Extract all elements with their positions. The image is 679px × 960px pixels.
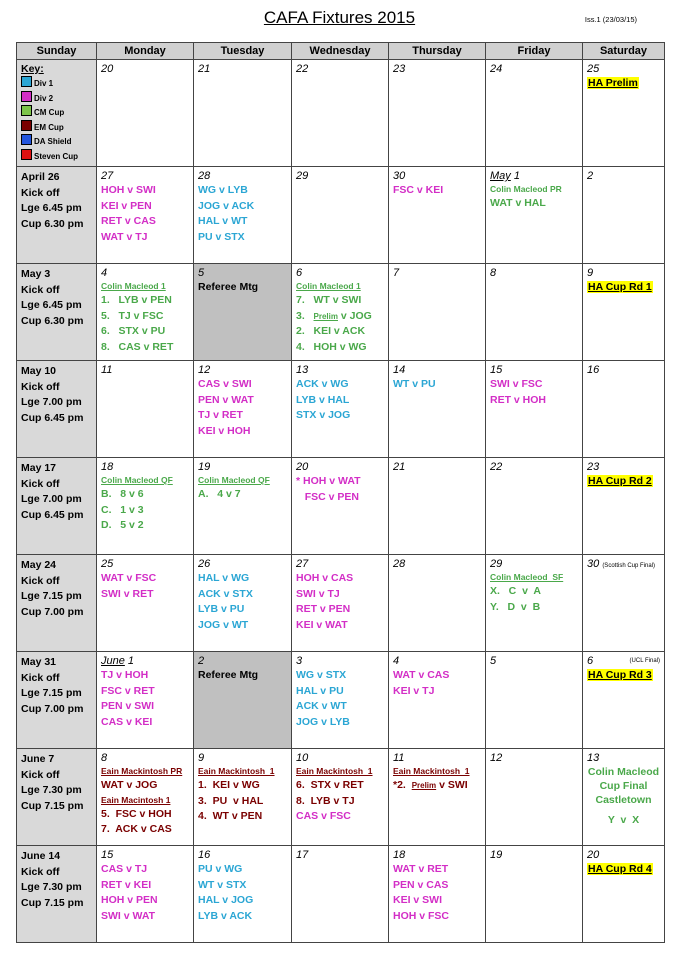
day-cell [486,749,583,846]
fixture: FSC v KEI [393,184,444,196]
fixture: WAT v JOG [101,779,158,791]
league-time: Lge 7.30 pm [21,784,82,796]
day-cell [194,361,292,458]
week-row [17,555,665,652]
fixture: WAT v TJ [101,230,148,243]
fixture: JOG v LYB [296,715,350,728]
fixture: B. 8 v 6 [101,488,144,500]
date-number: 21 [393,461,406,473]
date-number: 22 [490,461,503,473]
key-item: DA Shield [21,134,92,149]
week-date: May 3 [21,268,51,280]
date-number: 4 [101,267,108,279]
week-info [17,458,97,555]
day-cell [583,846,665,943]
ha-event: HA Cup Rd 3 [588,669,652,681]
date-number: 2 [198,655,205,667]
day-cell [194,749,292,846]
fixture: PU v STX [198,230,245,243]
week-row [17,264,665,361]
league-time: Lge 7.30 pm [21,881,82,893]
day-cell [389,458,486,555]
fixture: HAL v WT [198,215,248,227]
date-number: 13 [296,364,309,376]
day-cell [194,60,292,167]
day-cell [292,749,389,846]
day-header: Wednesday [292,43,389,60]
date-number: 5 [198,267,205,279]
date-number: 24 [490,63,503,75]
date-number: 23 [587,461,600,473]
fixture: CAS v FSC [296,810,351,822]
day-cell [583,458,665,555]
fixture: ACK v WG [296,378,349,390]
date-number: May 1 [490,170,520,182]
date-number: 18 [393,849,406,861]
day-cell [389,846,486,943]
day-cell [194,264,292,361]
date-number: 11 [393,752,405,764]
date-number: 8 [101,752,108,764]
kickoff-label: Kick off [21,574,60,587]
date-number: 20 [296,461,309,473]
fixture: ACK v STX [198,587,253,600]
cup-heading: Colin Macleod QF [198,475,270,485]
date-number: 22 [296,63,309,75]
day-cell [486,458,583,555]
day-cell [389,652,486,749]
day-cell [486,167,583,264]
date-note: (UCL Final) [629,658,660,664]
fixture: FSC v RET [101,684,155,697]
day-cell [486,555,583,652]
fixture: 3. Prelim v JOG [296,309,372,322]
fixture: STX v JOG [296,409,351,421]
day-header: Thursday [389,43,486,60]
day-cell [583,749,665,846]
day-cell [97,652,194,749]
fixture: 5. TJ v FSC [101,309,164,322]
key-item: Div 2 [21,91,92,106]
week-info [17,167,97,264]
day-cell [583,167,665,264]
fixture: *2. Prelim v SWI [393,779,468,791]
key-item: EM Cup [21,120,92,135]
fixture: 7. WT v SWI [296,294,362,306]
day-cell [486,652,583,749]
referee-meeting: Referee Mtg [198,669,259,681]
week-info [17,264,97,361]
date-number: 11 [101,364,113,376]
date-number: 18 [101,461,114,473]
fixture: HOH v FSC [393,909,450,922]
page-title: CAFA Fixtures 2015 [263,8,416,27]
date-number: 14 [393,364,406,376]
cup-final-label: Cup Final [599,780,648,792]
cup-heading: Colin Macleod PR [490,184,562,194]
date-number: 4 [393,655,400,667]
week-info [17,749,97,846]
fixture: RET v KEI [101,878,152,891]
fixture: KEI v TJ [393,684,435,697]
date-number: 8 [490,267,497,279]
date-number: 12 [490,752,503,764]
week-row [17,361,665,458]
day-cell [486,264,583,361]
fixture: KEI v SWI [393,894,443,906]
fixture: 3. PU v HAL [198,794,264,807]
day-cell [194,167,292,264]
day-header: Tuesday [194,43,292,60]
fixture: CAS v KEI [101,715,153,728]
kickoff-label: Kick off [21,768,60,781]
fixture: RET v HOH [490,393,547,406]
date-number: 29 [490,558,503,570]
cup-time: Cup 7.00 pm [21,702,84,715]
fixture: A. 4 v 7 [198,488,241,500]
week-info [17,555,97,652]
kickoff-label: Kick off [21,380,60,393]
date-number: 27 [296,558,309,570]
day-cell [583,264,665,361]
date-number: 10 [296,752,309,764]
day-header: Sunday [17,43,97,60]
date-note: (Scottish Cup Final) [602,563,655,569]
week-info [17,652,97,749]
fixture: SWI v WAT [101,909,156,922]
day-cell [583,555,665,652]
date-number: 29 [296,170,309,182]
cup-final-venue: Castletown [595,794,652,806]
league-time: Lge 7.00 pm [21,493,82,505]
fixture: 8. CAS v RET [101,340,174,353]
day-cell [486,60,583,167]
week-row [17,167,665,264]
div1-swatch [21,76,32,87]
day-cell [583,652,665,749]
day-cell [97,167,194,264]
issue-label: Iss.1 (23/03/15) [584,15,637,24]
fixture: 1. KEI v WG [198,779,260,791]
day-cell [97,749,194,846]
cup-heading: Eain Mackintosh PR [101,766,183,776]
kickoff-label: Kick off [21,186,60,199]
ha-event: HA Cup Rd 1 [588,281,652,293]
fixture: HAL v JOG [198,894,254,906]
date-number: 9 [198,752,205,764]
fixture: 6. STX v PU [101,325,166,337]
day-cell [194,458,292,555]
day-cell [583,361,665,458]
day-cell [389,264,486,361]
key-cell [17,60,97,167]
day-cell [194,555,292,652]
key-item: Div 1 [21,76,92,91]
cup-final-match: Y v X [607,814,640,826]
cup-heading: Eain Mackintosh 1 [296,766,373,776]
day-cell [389,361,486,458]
league-time: Lge 7.00 pm [21,396,82,408]
fixture: D. 5 v 2 [101,519,144,531]
day-cell [97,361,194,458]
league-time: Lge 7.15 pm [21,590,82,602]
day-cell [97,60,194,167]
cup-time: Cup 6.45 pm [21,411,84,424]
fixture: WAT v CAS [393,669,450,681]
fixture: KEI v HOH [198,424,251,437]
day-header: Saturday [583,43,665,60]
day-cell [292,264,389,361]
fixture: ACK v WT [296,700,347,712]
key-item: Steven Cup [21,149,92,164]
fixture: WG v LYB [198,184,248,196]
fixture: SWI v RET [101,587,154,600]
cup-heading: Eain Mackintosh 1 [198,766,275,776]
fixture: 8. LYB v TJ [296,794,355,807]
day-cell [194,652,292,749]
league-time: Lge 6.45 pm [21,299,82,311]
cup-heading: Eain Macintosh 1 [101,794,171,805]
week-row [17,749,665,846]
date-number: 6 [296,267,303,279]
fixture: WT v STX [198,878,247,891]
date-number: 28 [393,558,406,570]
fixture: TJ v HOH [101,669,149,681]
ha-event: HA Prelim [588,77,638,89]
day-cell [97,264,194,361]
cm-cup-swatch [21,105,32,116]
fixture: HOH v SWI [101,184,156,196]
date-number: 7 [393,267,400,279]
fixture: C. 1 v 3 [101,503,144,516]
cup-heading: Colin Macleod SF [490,572,564,582]
fixture: 1. LYB v PEN [101,294,172,306]
date-number: 9 [587,267,594,279]
date-number: 17 [296,849,309,861]
fixture: 5. FSC v HOH [101,807,172,820]
cup-final-label: Colin Macleod [587,766,660,778]
fixture: TJ v RET [198,409,243,421]
day-cell [292,60,389,167]
date-number: 6 (UCL Final) [587,655,660,667]
date-number: 19 [490,849,503,861]
date-number: 25 [101,558,114,570]
steven-cup-swatch [21,149,32,160]
fixture: 6. STX v RET [296,779,364,791]
day-cell [389,60,486,167]
week-date: June 14 [21,850,61,862]
date-number: 13 [587,752,600,764]
day-header-row [17,43,665,60]
kickoff-label: Kick off [21,865,60,878]
fixture: CAS v SWI [198,378,252,390]
league-time: Lge 7.15 pm [21,687,82,699]
cup-heading: Colin Macleod QF [101,475,173,485]
date-number: 12 [198,364,211,376]
fixture: LYB v ACK [198,909,253,922]
week-row [17,60,665,167]
date-number: 15 [101,849,114,861]
day-cell [292,361,389,458]
fixture: X. C v A [490,585,541,597]
referee-meeting: Referee Mtg [198,281,259,293]
fixture: WT v PU [393,378,436,390]
ha-event: HA Cup Rd 4 [588,863,652,875]
cup-time: Cup 6.45 pm [21,508,84,521]
week-row [17,652,665,749]
date-number: 20 [101,63,114,75]
fixture: Y. D v B [490,600,541,613]
kickoff-label: Kick off [21,477,60,490]
day-header: Friday [486,43,583,60]
fixture: WAT v RET [393,863,449,875]
key-title: Key: [21,63,44,75]
fixture: 4. WT v PEN [198,810,263,822]
date-number: 16 [587,364,600,376]
fixture: SWI v FSC [490,378,543,390]
day-cell [292,167,389,264]
date-number: 30 [393,170,406,182]
day-header: Monday [97,43,194,60]
week-info [17,846,97,943]
fixture: SWI v TJ [296,587,340,600]
day-cell [486,361,583,458]
week-date: April 26 [21,171,60,183]
cup-heading: Colin Macleod 1 [296,281,361,291]
date-number: 28 [198,170,211,182]
day-cell [389,749,486,846]
date-number: 3 [296,655,303,667]
fixture: HAL v WG [198,572,250,584]
fixture: 2. KEI v ACK [296,325,366,337]
em-cup-swatch [21,120,32,131]
day-cell [486,846,583,943]
day-cell [97,846,194,943]
league-time: Lge 6.45 pm [21,202,82,214]
date-number: 15 [490,364,503,376]
week-date: May 10 [21,365,57,377]
date-number: 2 [587,170,594,182]
fixture: HOH v PEN [101,894,158,906]
fixture: LYB v HAL [296,393,350,406]
date-number: 19 [198,461,211,473]
kickoff-label: Kick off [21,671,60,684]
fixture: RET v PEN [296,603,351,615]
week-row [17,458,665,555]
cup-heading: Colin Macleod 1 [101,281,166,291]
fixture: * HOH v WAT [296,475,361,487]
fixture: JOG v ACK [198,199,255,212]
date-number: June 1 [101,655,135,667]
day-cell [292,458,389,555]
cup-time: Cup 7.15 pm [21,896,84,909]
fixture: 4. HOH v WG [296,340,367,353]
fixture: PEN v CAS [393,878,449,891]
da-shield-swatch [21,134,32,145]
fixtures-calendar [16,42,665,943]
day-cell [194,846,292,943]
fixture: CAS v TJ [101,863,148,875]
day-cell [97,555,194,652]
day-cell [292,652,389,749]
fixture: KEI v WAT [296,618,348,631]
fixture: FSC v PEN [296,490,360,503]
date-number: 26 [198,558,211,570]
fixture: WAT v HAL [490,197,546,209]
fixture: LYB v PU [198,603,245,615]
fixture: RET v CAS [101,215,156,227]
week-date: June 7 [21,753,55,765]
cup-heading: Eain Mackintosh 1 [393,766,470,776]
cup-time: Cup 7.15 pm [21,799,84,812]
fixture: HOH v CAS [296,572,354,584]
cup-time: Cup 6.30 pm [21,314,84,327]
fixture: PU v WG [198,863,243,875]
kickoff-label: Kick off [21,283,60,296]
fixture: WG v STX [296,669,347,681]
fixture: JOG v WT [198,618,249,631]
week-date: May 31 [21,656,57,668]
date-number: 30 (Scottish Cup Final) [587,558,655,570]
div2-swatch [21,91,32,102]
date-number: 25 [587,63,600,75]
fixture: PEN v WAT [198,393,254,406]
day-cell [389,555,486,652]
date-number: 20 [587,849,600,861]
fixture: KEI v PEN [101,199,152,212]
week-row [17,846,665,943]
day-cell [389,167,486,264]
day-cell [292,846,389,943]
date-number: 27 [101,170,114,182]
fixture: 7. ACK v CAS [101,823,172,835]
date-number: 23 [393,63,406,75]
cup-time: Cup 7.00 pm [21,605,84,618]
fixture: HAL v PU [296,684,344,697]
week-date: May 17 [21,462,57,474]
date-number: 21 [198,63,211,75]
date-number: 5 [490,655,497,667]
week-info [17,361,97,458]
week-date: May 24 [21,559,57,571]
ha-event: HA Cup Rd 2 [588,475,652,487]
fixture: PEN v SWI [101,700,155,712]
date-number: 16 [198,849,211,861]
day-cell [583,60,665,167]
cup-time: Cup 6.30 pm [21,217,84,230]
day-cell [97,458,194,555]
day-cell [292,555,389,652]
key-item: CM Cup [21,105,92,120]
fixture: WAT v FSC [101,572,157,584]
